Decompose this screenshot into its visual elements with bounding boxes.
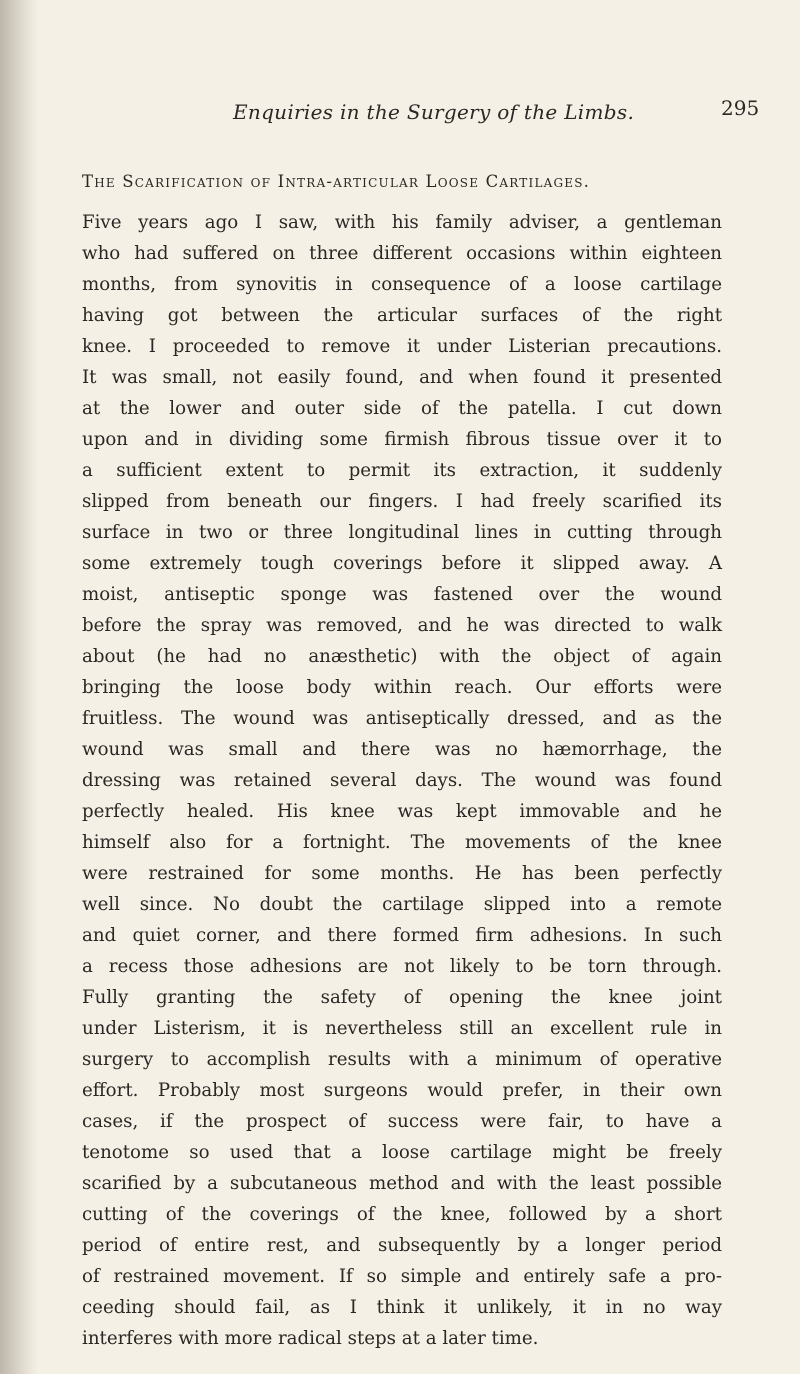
text-line: under Listerism, it is nevertheless still an excellent rule in [82,1018,722,1039]
running-title: Enquiries in the Surgery of the Limbs. [233,100,635,124]
text-line: knee. I proceeded to remove it under Listerian precautions. [82,336,722,357]
binding-shadow [0,0,38,1374]
text-line: surgery to accomplish results with a minimum of operative [82,1049,722,1070]
text-line: well since. No doubt the cartilage slipped into a remote [82,894,722,915]
text-line: wound was small and there was no hæmorrhage, the [82,739,722,760]
text-line: months, from synovitis in consequence of a loose cartilage [82,274,722,295]
text-line: cases, if the prospect of success were fair, to have a [82,1111,722,1132]
section-heading: The Scarification of Intra-articular Loose Cartilages. [82,172,591,191]
text-line: Five years ago I saw, with his family adviser, a gentleman [82,212,722,233]
text-line: having got between the articular surfaces of the right [82,305,722,326]
text-line: effort. Probably most surgeons would prefer, in their own [82,1080,722,1101]
text-line: were restrained for some months. He has been perfectly [82,863,722,884]
text-line: some extremely tough coverings before it slipped away. A [82,553,722,574]
text-line: dressing was retained several days. The wound was found [82,770,722,791]
text-line: period of entire rest, and subsequently by a longer period [82,1235,722,1256]
text-line: himself also for a fortnight. The movements of the knee [82,832,722,853]
text-line: perfectly healed. His knee was kept immovable and he [82,801,722,822]
text-line: cutting of the coverings of the knee, followed by a short [82,1204,722,1225]
text-line: at the lower and outer side of the patella. I cut down [82,398,722,419]
text-line: interferes with more radical steps at a later time. [82,1328,539,1349]
text-line: who had suffered on three different occasions within eighteen [82,243,722,264]
running-head [0,96,800,140]
text-line: and quiet corner, and there formed firm adhesions. In such [82,925,722,946]
text-line: slipped from beneath our fingers. I had freely scarified its [82,491,722,512]
text-line: a sufficient extent to permit its extraction, it suddenly [82,460,722,481]
text-line: bringing the loose body within reach. Our efforts were [82,677,722,698]
page-number: 295 [721,96,760,120]
body-text [82,207,722,1354]
text-line: ceeding should fail, as I think it unlikely, it in no way [82,1297,722,1318]
text-line: of restrained movement. If so simple and entirely safe a pro- [82,1266,722,1287]
text-line: before the spray was removed, and he was directed to walk [82,615,722,636]
text-line: upon and in dividing some firmish fibrous tissue over it to [82,429,722,450]
text-line: It was small, not easily found, and when found it presented [82,367,722,388]
text-line: moist, antiseptic sponge was fastened over the wound [82,584,722,605]
text-line: a recess those adhesions are not likely to be torn through. [82,956,722,977]
text-line: tenotome so used that a loose cartilage might be freely [82,1142,722,1163]
text-line: fruitless. The wound was antiseptically dressed, and as the [82,708,722,729]
text-line: Fully granting the safety of opening the knee joint [82,987,722,1008]
text-line: surface in two or three longitudinal lines in cutting through [82,522,722,543]
text-line: about (he had no anæsthetic) with the object of again [82,646,722,667]
text-line: scarified by a subcutaneous method and with the least possible [82,1173,722,1194]
